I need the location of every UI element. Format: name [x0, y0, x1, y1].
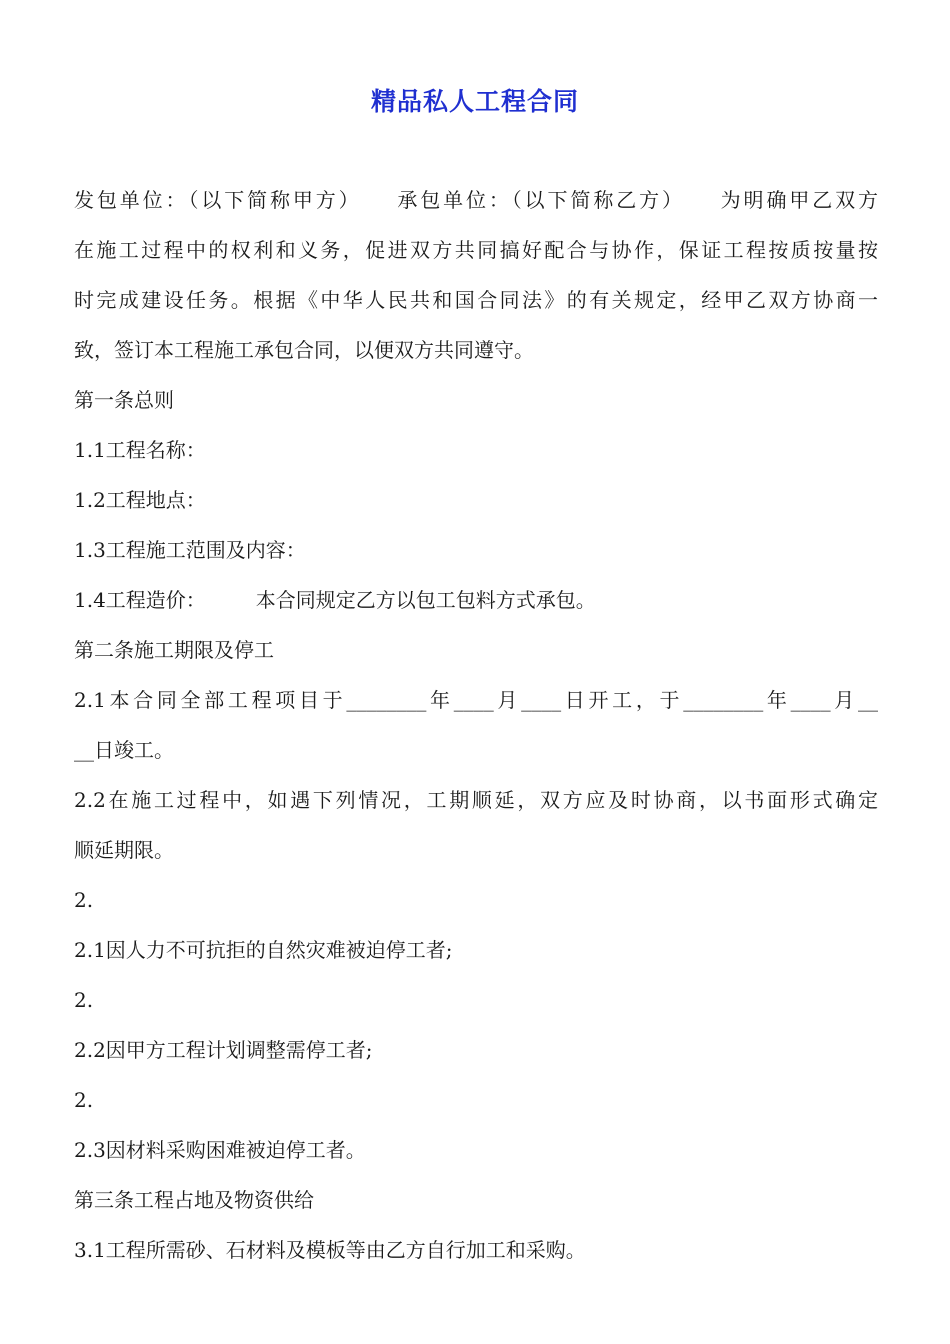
clause-line: 1.1工程名称： — [74, 438, 206, 462]
document-title: 精品私人工程合同 — [370, 87, 579, 116]
clause-line: 2.3因材料采购困难被迫停工者。 — [74, 1138, 366, 1162]
clause-line: 2.2因甲方工程计划调整需停工者; — [74, 1038, 373, 1062]
clause-line: __日竣工。 — [74, 738, 174, 762]
clause-line: 3.1工程所需砂、石材料及模板等由乙方自行加工和采购。 — [74, 1238, 586, 1262]
clause-line: 2. — [74, 1088, 94, 1112]
body-line: 致，签订本工程施工承包合同，以便双方共同遵守。 — [74, 338, 534, 362]
clause-line: 1.4工程造价： 本合同规定乙方以包工包料方式承包。 — [74, 588, 596, 612]
clause-line: 2. — [74, 988, 94, 1012]
clause-line: 2.1因人力不可抗拒的自然灾难被迫停工者; — [74, 938, 453, 962]
clause-line: 2.1本合同全部工程项目于________年____月____日开工，于________年____月__ — [74, 688, 878, 712]
section-heading: 第一条总则 — [74, 388, 174, 412]
clause-line: 1.2工程地点： — [74, 488, 206, 512]
clause-line: 1.3工程施工范围及内容： — [74, 538, 306, 562]
section-heading: 第二条施工期限及停工 — [74, 638, 274, 662]
section-heading: 第三条工程占地及物资供给 — [74, 1188, 314, 1212]
body-line: 发包单位：（以下简称甲方） 承包单位：（以下简称乙方） 为明确甲乙双方 — [74, 188, 878, 212]
clause-line: 2. — [74, 888, 94, 912]
body-line: 在施工过程中的权利和义务，促进双方共同搞好配合与协作，保证工程按质按量按 — [74, 238, 878, 262]
clause-line: 顺延期限。 — [74, 838, 174, 862]
clause-line: 2.2在施工过程中，如遇下列情况，工期顺延，双方应及时协商，以书面形式确定 — [74, 788, 878, 812]
body-line: 时完成建设任务。根据《中华人民共和国合同法》的有关规定，经甲乙双方协商一 — [74, 288, 878, 312]
